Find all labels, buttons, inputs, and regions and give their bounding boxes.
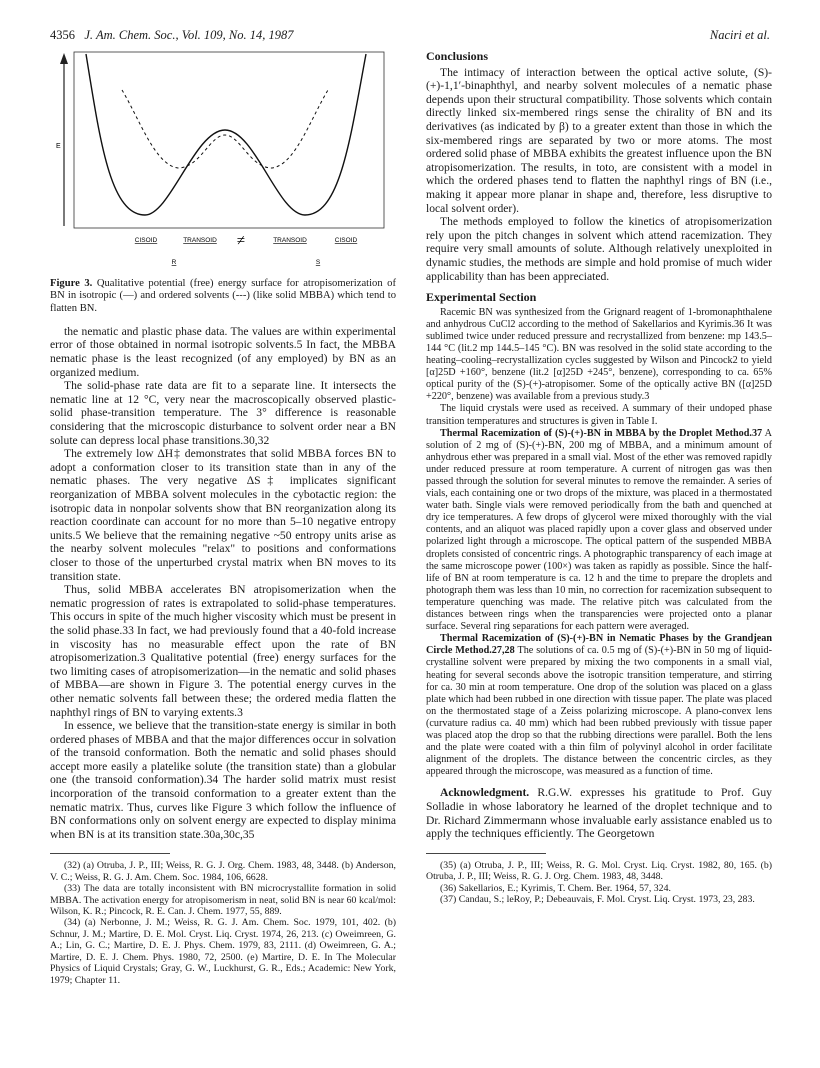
right-column xyxy=(426,50,772,905)
acknowledgment-text: R.G.W. expresses his gratitude to Prof. Guy Solladie in whose laboratory he learned of the droplet technique and to Dr. Richard Zimmermann whose invaluable early assistance enabled us to apply the techniques efficiently. The Georgetown xyxy=(426,786,772,841)
label-transoid-left: TRANSOID xyxy=(183,237,217,244)
footnote-33: (33) The data are totally inconsistent with BN microcrystallite formation in solid MBBA. The activation energy for atropisomerism in neat, solid BN is near 60 kcal/mol: Wilson, K. R.; Pincock, R. E. Can. J. Chem. 1977, 55, 889. xyxy=(50,883,396,918)
conclusions-paragraph-1: The intimacy of interaction between the optical active solute, (S)-(+)-1,1′-binaphthyl, and nearby solvent molecules of a nematic phase depends upon their structural compatibility. Those solvents which contain directly linked six-membered rings sense the chirality of BN and its derivatives (as indicated by β) to a greater extent than those in which the six-membered rings are separated by two or more atoms. The most ordered solid phase of MBBA exhibits the greatest influence upon the BN atropisomerization. The results, in toto, are consistent with a model in which the ordered phases tend to flatten the naphthyl rings of BN (i.e., making it appear more planar in shape and, therefore, less disruptive to local solvent order). xyxy=(426,65,772,215)
conclusions-paragraph-2: The methods employed to follow the kinetics of atropisomerization rely upon the pitch changes in solvent which attend racemization. They require very small amounts of solute. Although relatively unexploited in dynamic studies, the methods are simple and hold promise of much wider applicability than has been appreciated. xyxy=(426,215,772,283)
acknowledgment-title: Acknowledgment. xyxy=(440,786,530,800)
footnote-37: (37) Candau, S.; leRoy, P.; Debeauvais, F. Mol. Cryst. Liq. Cryst. 1973, 23, 283. xyxy=(440,893,755,905)
page-number: 4356 xyxy=(50,28,75,42)
label-enantiomer-s: S xyxy=(315,259,321,266)
label-cisoid-right: CISOID xyxy=(334,237,358,244)
left-paragraph-1: the nematic and plastic phase data. The values are within experimental error of those obtained in normal isotropic solvents.5 In fact, the MBBA nematic phase is the least recognized (of any employed) by BN as an organized medium. xyxy=(50,324,396,379)
header-left xyxy=(50,28,294,43)
ordered-solvent-curve xyxy=(122,90,328,168)
footnote-34: (34) (a) Nerbonne, J. M.; Weiss, R. G. J. Am. Chem. Soc. 1979, 101, 402. (b) Schnur, J. M.; Martire, D. E. Mol. Cryst. Liq. Cryst. 1974, 26, 213. (c) Oweimreen, G. A.; Lin, G. C.; Martire, D. E. J. Phys. Chem. 1979, 83, 2111. (d) Oweimreen, G. A.; Martire, D. E. J. Chem. Phys. 1980, 72, 2500. (e) Martire, D. E. In The Molecular Physics of Liquid Crystals; Gray, G. W., Luckhurst, G. R., Eds.; Academic: New York, 1979; Chapter 11. xyxy=(50,917,396,986)
figure-3 xyxy=(50,50,396,274)
not-equal-symbol: ≠ xyxy=(236,233,246,249)
figure-caption xyxy=(50,278,396,315)
experimental-paragraph-2: The liquid crystals were used as received. A summary of their undoped phase transition temperatures and structures is given in Table I. xyxy=(426,403,772,427)
journal-citation: J. Am. Chem. Soc., Vol. 109, No. 14, 1987 xyxy=(84,28,294,42)
footnote-rule xyxy=(50,853,170,854)
conclusions-heading: Conclusions xyxy=(426,49,489,63)
droplet-method-text: A solution of 2 mg of (S)-(+)-BN, 200 mg of MBBA, and a minimum amount of anhydrous ether was prepared in a small vial. Most of the ether was removed rapidly under reduced pressure at room temperature. A current of nitrogen gas was then passed through the solution for several minutes to remove the remainder. A series of vials, each containing one or two drops of the mixture, was placed in a thermostated water bath. Single vials were removed periodically from the bath and quenched at dry ice temperatures. A few drops of glycerol were mixed thoroughly with the vial contents, and an aliquot was placed rapidly upon a cover glass and observed under polarized light through a microscope. The optical pattern of the suspended MBBA droplets consisted of concentric rings. A photographic transparency of each image at the same microscope power (100×) was taken as rapidly as possible. Since the half-life of BN at room temperature is ca. 12 h and the time to prepare the droplets and photograph them was less than 10 min, no correction for racemization subsequent to temperature quenching was made. The relative pitch was calculated from the distances between rings when the transparencies were projected onto a planar surface. Several ring separations for each pattern were averaged. xyxy=(426,427,773,633)
footnote-32: (32) (a) Otruba, J. P., III; Weiss, R. G. J. Org. Chem. 1983, 48, 3448. (b) Anderson, V. C.; Weiss, R. G. J. Am. Chem. Soc. 1984, 106, 6628. xyxy=(50,860,396,883)
running-header xyxy=(50,28,770,44)
label-enantiomer-r: R xyxy=(171,259,177,266)
footnote-rule-right xyxy=(426,853,546,854)
grandjean-method-text: The solutions of ca. 0.5 mg of (S)-(+)-BN in 50 mg of liquid-crystalline solvent were prepared by mixing the two components in a small vial, heating for several seconds above the isotropic transition temperature, and stirring for ca. 30 min at room temperature. One drop of the solution was placed on a glass plate which had been rubbed in one direction with tissue paper. The plate was placed on the thermostated stage of a Zeiss polarizing microscope. A plano-convex lens (curvature radius ca. 40 mm) which had been rubbed previously with tissue paper was placed atop the drop so that the rubbing directions were parallel. Both the lens and the plate were coated with a thin film of polyvinyl alcohol in order facilitate alignment of the droplets. The distance between the concentric circles, as they appeared through the microscope, was measured as a function of time. xyxy=(426,645,772,778)
grandjean-method-paragraph xyxy=(426,633,772,778)
left-paragraph-4: Thus, solid MBBA accelerates BN atropisomerization when the nematic progression of rates is extrapolated to solid-phase temperatures. This occurs in spite of the much higher viscosity which must be present in the solid phase.33 In fact, we had previously found that a 40-fold increase in viscosity has no measurable effect upon the rate of BN atropisomerization.3 Qualitative potential (free) energy surfaces for the two limiting cases of atropisomerization—in the nematic and solid phases of MBBA—are shown in Figure 3. The potential energy curves in the other nematic solvents fall between these; the ordered media flatten the naphthyl rings of BN to varying extents.3 xyxy=(50,583,396,719)
grandjean-method-title: Thermal Racemization of (S)-(+)-BN in Nematic Phases by the Grandjean Circle Method.27,28 xyxy=(426,633,772,657)
y-axis-label: E xyxy=(56,143,61,150)
isotropic-solvent-curve xyxy=(86,54,366,215)
label-transoid-right: TRANSOID xyxy=(273,237,307,244)
left-paragraph-3: The extremely low ΔH‡ demonstrates that solid MBBA forces BN to adopt a conformation closer to its transition state than in any of the nematic phases. The very negative ΔS‡ implicates significant reorganization of MBBA solvent molecules in the cybotactic region: the isotropic data in nonpolar solvents show that BN reorganization along its reaction coordinate can account for no more than 5–10 negative entropy units.5 We believe that the remaining negative ~50 entropy units arise as the nearby solvent molecules "relax" to positions and conformations closer to those of the unperturbed crystal matrix when BN moves to its transition state. xyxy=(50,447,396,583)
left-paragraph-2: The solid-phase rate data are fit to a separate line. It intersects the nematic line at 12 °C, very near the macroscopically observed plastic-solid phase-transition temperature. The 3° difference is reasonable considering that the microscopic disturbance to solvent order near a BN solute can depress local phase transitions.30,32 xyxy=(50,379,396,447)
experimental-heading: Experimental Section xyxy=(426,290,537,305)
caption-label: Figure 3. xyxy=(50,278,93,289)
droplet-method-paragraph xyxy=(426,428,772,634)
left-paragraph-5: In essence, we believe that the transition-state energy is similar in both ordered phases of MBBA and that the major differences occur in solvation of the transoid conformation. Both the nematic and solid phases should accept more easily a platelike solute (the transition state) than a globular one (the transoid conformation).34 The harder solid matrix must resist incorporation of the transoid conformation to a greater extent than the nematic matrix. Thus, curves like Figure 3 which follow the influence of BN conformations only on solvent energy are expected to display minima when BN is at its transition state.30a,30c,35 xyxy=(50,719,396,841)
footnote-35: (35) (a) Otruba, J. P., III; Weiss, R. G. Mol. Cryst. Liq. Cryst. 1982, 80, 165. (b) Otruba, J. P., III; Weiss, R. G. J. Org. Chem. 1983, 48, 3448. xyxy=(426,859,772,883)
droplet-method-title: Thermal Racemization of (S)-(+)-BN in MBBA by the Droplet Method.37 xyxy=(440,427,763,439)
experimental-paragraph-1: Racemic BN was synthesized from the Grignard reagent of 1-bromonaphthalene and anhydrous CuCl2 according to the method of Sakellarios and Kyrimis.36 It was sublimed twice under reduced pressure and recrystallized from benzene: mp 143.5–144 °C (lit.2 mp 144.5–145 °C). BN was resolved in the solid state according to the heating–cooling–recrystallization cycles suggested by Wilson and Pincock2 to yield [α]25D +160°, benzene (lit.2 [α]25D +245°, benzene), corresponding to ca. 65% optical purity of the (S)-(+)-atropisomer. Some of the optically active BN ([α]25D +220°, benzene) was available from a previous study.3 xyxy=(426,306,772,403)
footnote-36: (36) Sakellarios, E.; Kyrimis, T. Chem. Ber. 1964, 57, 324. xyxy=(440,882,671,894)
left-column xyxy=(50,50,396,986)
header-author: Naciri et al. xyxy=(709,28,770,42)
energy-surface-plot xyxy=(50,50,396,274)
caption-text: Qualitative potential (free) energy surface for atropisomerization of BN in isotropic (—) and ordered solvents (---) (like solid MBBA) which tend to flatten BN. xyxy=(50,278,396,314)
plot-frame xyxy=(74,52,384,228)
acknowledgment-paragraph xyxy=(426,786,772,840)
y-axis-arrow xyxy=(60,53,68,64)
label-cisoid-left: CISOID xyxy=(134,237,158,244)
